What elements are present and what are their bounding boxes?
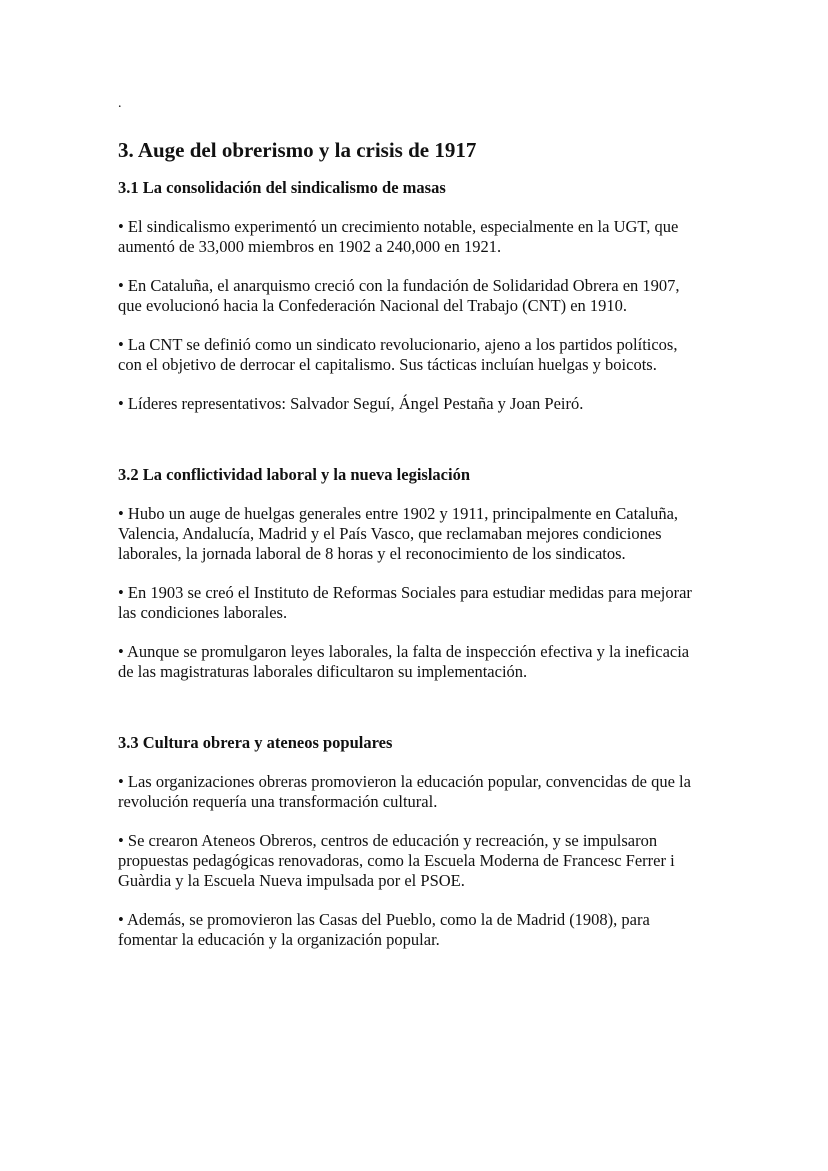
text-line: • Aunque se promulgaron leyes laborales, la falta de inspección efectiva y la ineficacia [118, 642, 690, 661]
stray-dot: . [118, 96, 122, 111]
text-line: las condiciones laborales. [118, 603, 288, 622]
section-heading: 3.3 Cultura obrera y ateneos populares [118, 733, 393, 752]
text-line: • En 1903 se creó el Instituto de Reformas Sociales para estudiar medidas para mejorar [118, 583, 692, 602]
text-line: revolución requería una transformación cultural. [118, 792, 438, 811]
text-line: aumentó de 33,000 miembros en 1902 a 240,000 en 1921. [118, 237, 502, 256]
bullet-paragraph [118, 831, 718, 891]
text-line: fomentar la educación y la organización popular. [118, 930, 440, 949]
page-title: 3. Auge del obrerismo y la crisis de 1917 [118, 138, 477, 162]
section-heading: 3.2 La conflictividad laboral y la nueva legislación [118, 465, 471, 484]
bullet-paragraph [118, 217, 718, 257]
text-line: laborales, la jornada laboral de 8 horas y el reconocimiento de los sindicatos. [118, 544, 626, 563]
bullet-paragraph [118, 583, 718, 623]
text-line: • Las organizaciones obreras promovieron la educación popular, convencidas de que la [118, 772, 691, 791]
text-line: Valencia, Andalucía, Madrid y el País Vasco, que reclamaban mejores condiciones [118, 524, 662, 543]
text-line: • En Cataluña, el anarquismo creció con la fundación de Solidaridad Obrera en 1907, [118, 276, 680, 295]
section-3-1 [118, 178, 718, 414]
text-line: propuestas pedagógicas renovadoras, como la Escuela Moderna de Francesc Ferrer i [118, 851, 675, 870]
text-line: • Hubo un auge de huelgas generales entre 1902 y 1911, principalmente en Cataluña, [118, 504, 679, 523]
bullet-paragraph [118, 772, 718, 812]
text-line: con el objetivo de derrocar el capitalismo. Sus tácticas incluían huelgas y boicots. [118, 355, 657, 374]
bullet-paragraph [118, 394, 718, 414]
section-heading: 3.1 La consolidación del sindicalismo de masas [118, 178, 446, 197]
bullet-paragraph [118, 504, 718, 564]
text-line: que evolucionó hacia la Confederación Nacional del Trabajo (CNT) en 1910. [118, 296, 628, 315]
text-line: • Líderes representativos: Salvador Seguí, Ángel Pestaña y Joan Peiró. [118, 394, 584, 413]
bullet-paragraph [118, 642, 718, 682]
section-3-2 [118, 465, 718, 682]
text-line: • La CNT se definió como un sindicato revolucionario, ajeno a los partidos políticos, [118, 335, 678, 354]
text-line: • El sindicalismo experimentó un crecimiento notable, especialmente en la UGT, que [118, 217, 679, 236]
section-3-3 [118, 733, 718, 950]
text-line: • Además, se promovieron las Casas del Pueblo, como la de Madrid (1908), para [118, 910, 650, 929]
text-line: • Se crearon Ateneos Obreros, centros de educación y recreación, y se impulsaron [118, 831, 658, 850]
bullet-paragraph [118, 910, 718, 950]
document-page [118, 96, 718, 950]
text-line: de las magistraturas laborales dificultaron su implementación. [118, 662, 528, 681]
text-line: Guàrdia y la Escuela Nueva impulsada por el PSOE. [118, 871, 465, 890]
bullet-paragraph [118, 335, 718, 375]
bullet-paragraph [118, 276, 718, 316]
